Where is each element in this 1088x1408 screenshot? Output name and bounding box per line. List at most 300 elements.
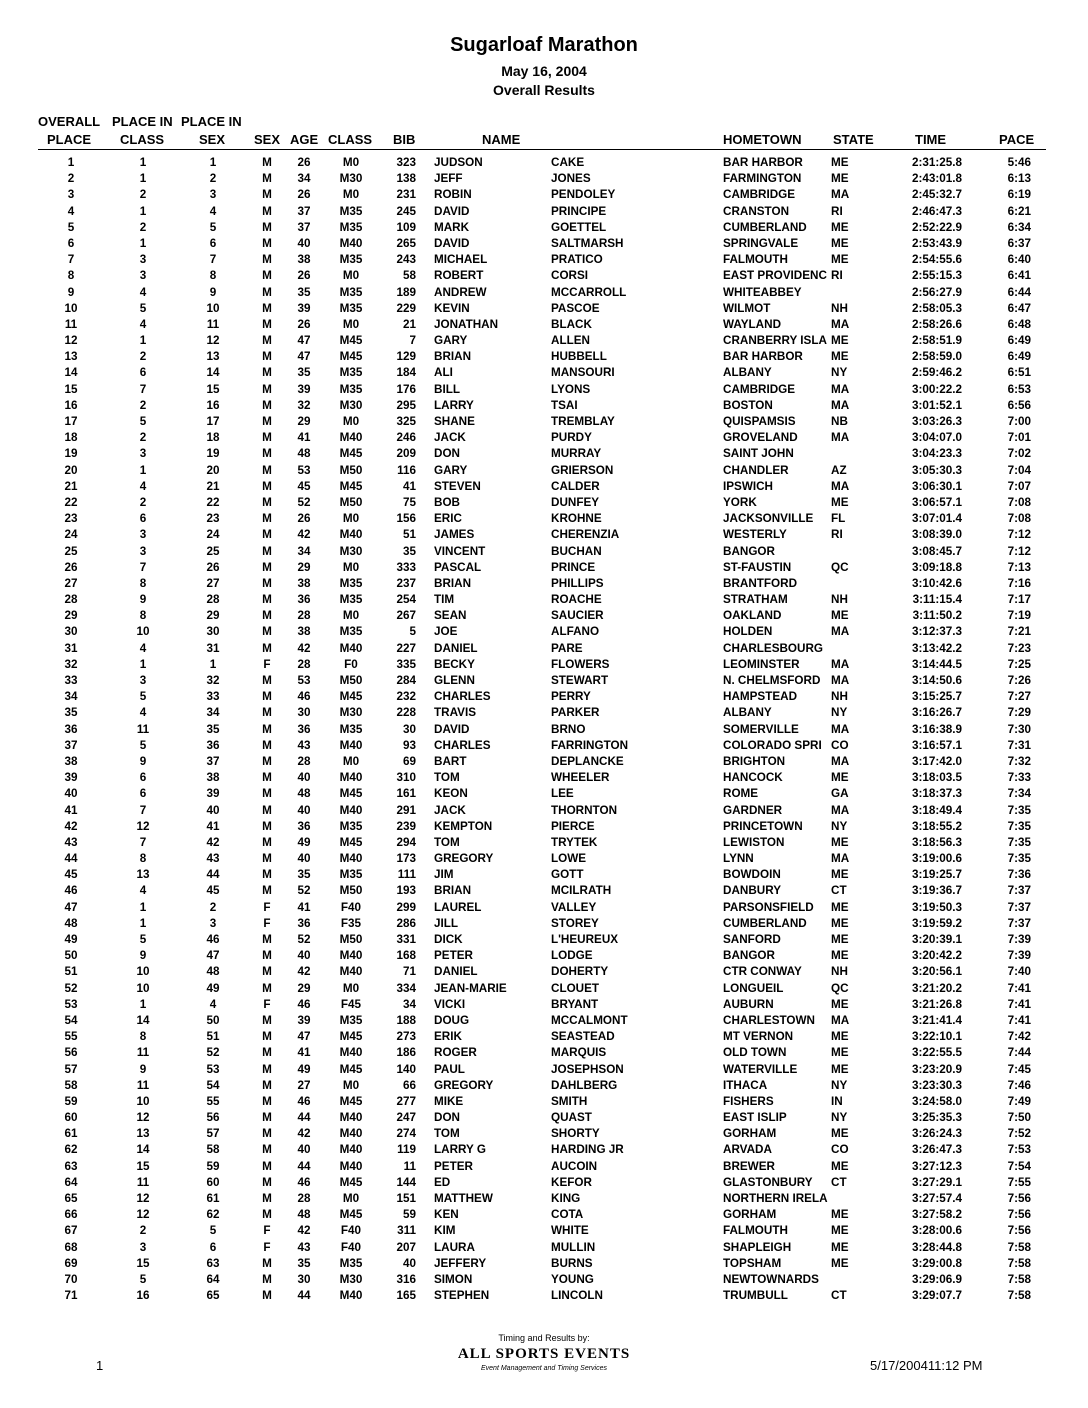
cell-state: RI	[831, 204, 843, 218]
cell-place: 26	[64, 560, 78, 574]
cell-first-name: ERIC	[434, 512, 462, 526]
cell-state: CT	[831, 1289, 847, 1303]
cell-sex-place: 3	[209, 916, 217, 930]
cell-state: ME	[831, 1062, 849, 1076]
cell-class: M35	[339, 593, 363, 607]
cell-sex-place: 11	[206, 317, 220, 331]
cell-pace: 6:56	[1007, 398, 1031, 412]
cell-class-place: 6	[139, 771, 147, 785]
cell-bib: 237	[396, 576, 416, 590]
cell-time: 3:17:42.0	[911, 754, 962, 768]
cell-bib: 286	[396, 916, 416, 930]
cell-time: 3:11:50.2	[912, 609, 962, 623]
cell-last-name: KEFOR	[551, 1175, 592, 1189]
cell-time: 3:08:39.0	[911, 528, 962, 542]
cell-place: 67	[64, 1224, 78, 1238]
cell-class: M0	[342, 269, 360, 283]
cell-age: 34	[297, 544, 311, 558]
cell-sex-place: 49	[206, 981, 220, 995]
cell-pace: 7:00	[1007, 415, 1031, 428]
cell-age: 37	[297, 220, 311, 234]
cell-sex: M	[262, 350, 272, 364]
cell-first-name: DON	[434, 447, 460, 461]
cell-age: 26	[297, 512, 311, 526]
cell-place: 62	[64, 1143, 78, 1157]
cell-class: M0	[342, 317, 360, 331]
cell-pace: 7:49	[1007, 1094, 1031, 1108]
cell-place: 45	[64, 868, 78, 882]
cell-bib: 119	[397, 1143, 416, 1157]
cell-state: ME	[831, 949, 849, 963]
cell-bib: 274	[396, 1127, 416, 1141]
cell-state: MA	[831, 657, 850, 671]
cell-sex: M	[262, 965, 272, 979]
cell-class: M35	[339, 204, 363, 218]
cell-first-name: BECKY	[434, 657, 475, 671]
cell-sex-place: 57	[206, 1127, 220, 1141]
cell-class-place: 5	[139, 933, 147, 946]
cell-sex-place: 45	[206, 884, 220, 898]
cell-sex-place: 8	[209, 269, 217, 283]
cell-class-place: 5	[139, 738, 147, 752]
cell-class-place: 1	[139, 916, 147, 930]
cell-hometown: OAKLAND	[723, 609, 782, 623]
cell-first-name: ALI	[434, 366, 453, 380]
cell-sex-place: 17	[206, 415, 220, 428]
cell-age: 28	[297, 609, 311, 623]
cell-age: 46	[297, 997, 311, 1011]
cell-last-name: SAUCIER	[551, 609, 604, 623]
cell-sex-place: 18	[206, 431, 220, 445]
cell-bib: 231	[396, 188, 416, 202]
cell-pace: 7:56	[1007, 1224, 1031, 1238]
table-row	[0, 382, 1088, 398]
cell-first-name: JACK	[434, 431, 466, 445]
cell-age: 28	[297, 657, 311, 671]
cell-last-name: TRYTEK	[551, 835, 598, 849]
cell-hometown: BRANTFORD	[723, 576, 798, 590]
cell-place: 5	[67, 220, 75, 234]
cell-time: 3:04:07.0	[911, 431, 962, 445]
cell-class: M30	[339, 1272, 363, 1286]
cell-first-name: TOM	[434, 771, 460, 785]
cell-class: M40	[339, 236, 363, 250]
cell-hometown: ARVADA	[723, 1143, 772, 1157]
cell-last-name: STEWART	[551, 674, 609, 687]
cell-bib: 294	[396, 835, 416, 849]
cell-sex-place: 15	[206, 382, 220, 396]
cell-state: MA	[831, 1013, 850, 1027]
cell-sex-place: 43	[206, 852, 220, 866]
cell-pace: 7:29	[1007, 706, 1031, 720]
cell-time: 3:04:23.3	[911, 447, 962, 461]
cell-hometown: CHANDLER	[723, 463, 789, 477]
cell-bib: 184	[396, 366, 416, 380]
cell-class: M35	[339, 1013, 363, 1027]
cell-pace: 7:58	[1007, 1240, 1031, 1254]
cell-sex-place: 51	[206, 1030, 220, 1044]
cell-class-place: 4	[139, 479, 147, 493]
cell-bib: 310	[396, 771, 416, 785]
cell-class: M50	[339, 933, 363, 946]
cell-place: 23	[64, 512, 78, 526]
cell-place: 8	[67, 269, 75, 283]
cell-sex: M	[262, 835, 272, 849]
table-row	[0, 155, 1088, 171]
cell-state: MA	[831, 852, 850, 866]
cell-sex: M	[262, 220, 272, 234]
cell-place: 25	[64, 544, 78, 558]
cell-bib: 277	[396, 1094, 416, 1108]
cell-pace: 7:42	[1007, 1030, 1031, 1044]
cell-place: 53	[64, 997, 78, 1011]
page-number: 1	[96, 1358, 104, 1373]
cell-last-name: LYONS	[551, 382, 591, 396]
cell-first-name: BILL	[434, 382, 460, 396]
cell-age: 36	[297, 819, 311, 833]
table-row	[0, 511, 1088, 527]
cell-sex: M	[262, 690, 272, 704]
cell-last-name: JOSEPHSON	[551, 1062, 624, 1076]
cell-sex-place: 24	[206, 528, 220, 542]
table-row	[0, 1094, 1088, 1110]
cell-first-name: LARRY	[434, 398, 474, 412]
cell-last-name: QUAST	[551, 1111, 592, 1125]
cell-place: 58	[64, 1078, 78, 1092]
cell-class: M0	[342, 609, 360, 623]
cell-hometown: ITHACA	[723, 1078, 768, 1092]
cell-time: 3:15:25.7	[911, 690, 962, 704]
cell-class: M50	[339, 463, 363, 477]
cell-hometown: ALBANY	[723, 706, 772, 720]
cell-bib: 325	[396, 415, 416, 428]
header-sex: SEX	[254, 132, 281, 147]
cell-pace: 7:17	[1007, 593, 1031, 607]
cell-last-name: JONES	[551, 172, 591, 186]
cell-class: M45	[339, 787, 363, 801]
cell-place: 46	[64, 884, 78, 898]
cell-time: 2:58:05.3	[911, 301, 962, 315]
cell-hometown: LONGUEIL	[723, 981, 784, 995]
table-row	[0, 1240, 1088, 1256]
print-timestamp: 5/17/200411:12 PM	[870, 1358, 983, 1373]
cell-class-place: 5	[139, 1272, 147, 1286]
cell-sex-place: 23	[206, 512, 220, 526]
cell-sex: M	[262, 463, 272, 477]
cell-class-place: 12	[136, 1192, 150, 1205]
cell-class-place: 9	[139, 1062, 147, 1076]
cell-bib: 267	[396, 609, 416, 623]
cell-state: ME	[831, 933, 849, 946]
cell-place: 16	[64, 398, 78, 412]
cell-last-name: MURRAY	[551, 447, 602, 461]
cell-pace: 6:19	[1007, 188, 1031, 202]
cell-sex: M	[262, 1159, 272, 1173]
cell-hometown: EAST PROVIDENC	[723, 269, 827, 283]
cell-first-name: CHARLES	[434, 690, 491, 704]
cell-sex-place: 52	[206, 1046, 220, 1060]
cell-age: 30	[297, 1272, 311, 1286]
cell-age: 41	[297, 1046, 311, 1060]
cell-class-place: 14	[136, 1013, 150, 1027]
cell-last-name: CAKE	[551, 156, 585, 169]
cell-class: M40	[339, 965, 363, 979]
cell-time: 3:27:57.4	[911, 1192, 962, 1205]
cell-class-place: 11	[136, 1175, 150, 1189]
cell-last-name: PHILLIPS	[551, 576, 604, 590]
cell-age: 52	[297, 933, 311, 946]
cell-state: ME	[831, 1127, 849, 1141]
cell-bib: 7	[409, 334, 416, 348]
cell-first-name: DAVID	[434, 236, 470, 250]
cell-last-name: SHORTY	[551, 1127, 600, 1141]
cell-class-place: 7	[139, 803, 147, 817]
cell-state: NH	[831, 690, 848, 704]
cell-sex-place: 21	[206, 479, 220, 493]
cell-bib: 311	[397, 1224, 416, 1238]
cell-last-name: BLACK	[551, 317, 592, 331]
cell-place: 42	[64, 819, 78, 833]
cell-sex: M	[262, 1030, 272, 1044]
cell-first-name: DANIEL	[434, 965, 478, 979]
cell-age: 43	[297, 1240, 311, 1254]
cell-sex: M	[262, 1289, 272, 1303]
cell-pace: 7:36	[1007, 868, 1031, 882]
cell-age: 26	[297, 269, 311, 283]
cell-sex: M	[262, 382, 272, 396]
cell-place: 11	[64, 317, 78, 331]
cell-hometown: CHARLESTOWN	[723, 1013, 815, 1027]
table-row	[0, 997, 1088, 1013]
cell-sex: M	[262, 269, 272, 283]
cell-hometown: SANFORD	[723, 933, 781, 946]
cell-hometown: CUMBERLAND	[723, 220, 807, 234]
cell-place: 27	[64, 576, 78, 590]
cell-state: ME	[831, 1046, 849, 1060]
cell-pace: 7:58	[1007, 1256, 1031, 1270]
cell-bib: 168	[396, 949, 416, 963]
cell-hometown: PRINCETOWN	[723, 819, 803, 833]
cell-class-place: 10	[136, 981, 150, 995]
cell-pace: 7:41	[1007, 981, 1031, 995]
cell-sex: M	[262, 398, 272, 412]
cell-age: 39	[297, 1013, 311, 1027]
cell-pace: 6:47	[1007, 301, 1031, 315]
cell-last-name: GRIERSON	[551, 463, 614, 477]
cell-sex-place: 56	[206, 1111, 220, 1125]
cell-sex: M	[262, 1111, 272, 1125]
cell-class-place: 1	[139, 657, 147, 671]
cell-sex-place: 34	[206, 706, 220, 720]
cell-bib: 188	[396, 1013, 416, 1027]
cell-first-name: JONATHAN	[434, 317, 499, 331]
table-row	[0, 673, 1088, 689]
cell-hometown: PARSONSFIELD	[723, 900, 814, 914]
cell-bib: 58	[402, 269, 416, 283]
cell-bib: 116	[397, 463, 416, 477]
cell-last-name: KROHNE	[551, 512, 602, 526]
cell-hometown: CUMBERLAND	[723, 916, 807, 930]
cell-sex: M	[262, 1078, 272, 1092]
cell-bib: 11	[403, 1159, 416, 1173]
cell-sex: M	[262, 819, 272, 833]
cell-class: F40	[340, 1240, 362, 1254]
cell-age: 35	[297, 285, 311, 299]
cell-place: 55	[64, 1030, 78, 1044]
cell-hometown: SOMERVILLE	[723, 722, 799, 736]
cell-pace: 6:13	[1007, 172, 1031, 186]
cell-last-name: MANSOURI	[551, 366, 615, 380]
header-hometown: HOMETOWN	[723, 132, 802, 147]
cell-bib: 189	[396, 285, 416, 299]
cell-last-name: ROACHE	[551, 593, 602, 607]
cell-last-name: BURNS	[551, 1256, 593, 1270]
cell-class-place: 1	[139, 334, 147, 348]
cell-class: M0	[342, 188, 360, 202]
cell-state: MA	[831, 625, 850, 639]
cell-pace: 7:26	[1007, 674, 1031, 687]
cell-first-name: ROBIN	[434, 188, 472, 202]
cell-place: 4	[67, 204, 75, 218]
cell-time: 3:00:22.2	[911, 382, 962, 396]
cell-sex-place: 61	[206, 1192, 220, 1205]
header-class-cat: CLASS	[328, 132, 373, 147]
cell-sex-place: 12	[206, 334, 220, 348]
cell-place: 71	[64, 1289, 78, 1303]
cell-time: 3:21:20.2	[911, 981, 962, 995]
cell-place: 43	[64, 835, 78, 849]
cell-age: 30	[297, 706, 311, 720]
cell-bib: 51	[402, 528, 416, 542]
cell-place: 57	[64, 1062, 78, 1076]
cell-last-name: FARRINGTON	[551, 738, 629, 752]
cell-sex-place: 28	[206, 593, 220, 607]
table-row	[0, 883, 1088, 899]
cell-class-place: 2	[139, 220, 147, 234]
cell-class: M30	[339, 544, 363, 558]
cell-class: M40	[339, 852, 363, 866]
cell-bib: 161	[396, 787, 416, 801]
cell-class: M0	[342, 981, 360, 995]
cell-bib: 254	[396, 593, 416, 607]
cell-place: 13	[64, 350, 78, 364]
cell-first-name: GLENN	[434, 674, 475, 687]
cell-time: 2:55:15.3	[911, 269, 962, 283]
cell-sex-place: 3	[209, 188, 217, 202]
cell-last-name: LODGE	[551, 949, 593, 963]
table-row	[0, 430, 1088, 446]
cell-class-place: 3	[139, 544, 147, 558]
cell-last-name: PERRY	[551, 690, 591, 704]
cell-time: 3:25:35.3	[911, 1111, 962, 1125]
cell-hometown: LEWISTON	[723, 835, 785, 849]
cell-sex-place: 31	[206, 641, 220, 655]
cell-hometown: WAYLAND	[723, 317, 782, 331]
cell-time: 3:06:57.1	[911, 495, 962, 509]
cell-sex: M	[262, 609, 272, 623]
cell-last-name: LEE	[551, 787, 574, 801]
cell-first-name: TIM	[434, 593, 455, 607]
cell-class: M45	[339, 1030, 363, 1044]
table-row	[0, 1175, 1088, 1191]
cell-class-place: 11	[136, 1046, 150, 1060]
cell-class-place: 4	[139, 317, 147, 331]
cell-class-place: 5	[139, 301, 147, 315]
cell-hometown: CTR CONWAY	[723, 965, 802, 979]
cell-time: 3:11:15.4	[912, 593, 962, 607]
cell-pace: 7:39	[1007, 949, 1031, 963]
cell-place: 14	[64, 366, 78, 380]
cell-hometown: HANCOCK	[723, 771, 783, 785]
cell-pace: 7:41	[1007, 1013, 1031, 1027]
cell-first-name: BOB	[434, 495, 460, 509]
table-row	[0, 722, 1088, 738]
cell-first-name: LAUREL	[434, 900, 482, 914]
cell-last-name: WHEELER	[551, 771, 610, 785]
cell-last-name: MULLIN	[551, 1240, 596, 1254]
table-row	[0, 236, 1088, 252]
cell-class-place: 12	[136, 1111, 150, 1125]
cell-time: 3:16:38.9	[911, 722, 962, 736]
cell-class: M0	[342, 1078, 360, 1092]
cell-time: 3:18:55.2	[911, 819, 962, 833]
cell-sex-place: 42	[206, 835, 220, 849]
cell-sex: M	[262, 884, 272, 898]
cell-last-name: MCILRATH	[551, 884, 612, 898]
cell-last-name: BUCHAN	[551, 544, 602, 558]
cell-place: 69	[64, 1256, 78, 1270]
cell-pace: 7:41	[1007, 997, 1031, 1011]
cell-state: MA	[831, 398, 850, 412]
cell-class-place: 9	[139, 593, 147, 607]
cell-age: 44	[297, 1111, 311, 1125]
table-row	[0, 1126, 1088, 1142]
cell-pace: 7:31	[1007, 738, 1031, 752]
cell-age: 52	[297, 495, 311, 509]
table-row	[0, 948, 1088, 964]
cell-class: M35	[339, 382, 363, 396]
cell-class: M40	[339, 641, 363, 655]
cell-pace: 6:53	[1007, 382, 1031, 396]
cell-state: ME	[831, 1256, 849, 1270]
cell-class: M35	[339, 722, 363, 736]
cell-hometown: DANBURY	[723, 884, 782, 898]
cell-age: 52	[297, 884, 311, 898]
cell-place: 40	[64, 787, 78, 801]
cell-place: 33	[64, 674, 78, 687]
cell-first-name: VICKI	[434, 997, 466, 1011]
cell-last-name: L'HEUREUX	[551, 933, 619, 946]
cell-bib: 59	[402, 1208, 416, 1222]
table-row	[0, 608, 1088, 624]
cell-sex-place: 46	[206, 933, 220, 946]
cell-age: 40	[297, 803, 311, 817]
table-row	[0, 1159, 1088, 1175]
cell-sex-place: 16	[206, 398, 220, 412]
cell-first-name: LAURA	[434, 1240, 475, 1254]
cell-state: ME	[831, 1240, 849, 1254]
cell-last-name: PENDOLEY	[551, 188, 616, 202]
cell-place: 6	[67, 236, 75, 250]
cell-class-place: 2	[139, 398, 147, 412]
cell-class-place: 7	[139, 835, 147, 849]
cell-sex-place: 53	[206, 1062, 220, 1076]
table-row	[0, 479, 1088, 495]
cell-place: 22	[64, 495, 78, 509]
table-row	[0, 592, 1088, 608]
cell-class-place: 10	[136, 1094, 150, 1108]
cell-sex-place: 48	[206, 965, 220, 979]
